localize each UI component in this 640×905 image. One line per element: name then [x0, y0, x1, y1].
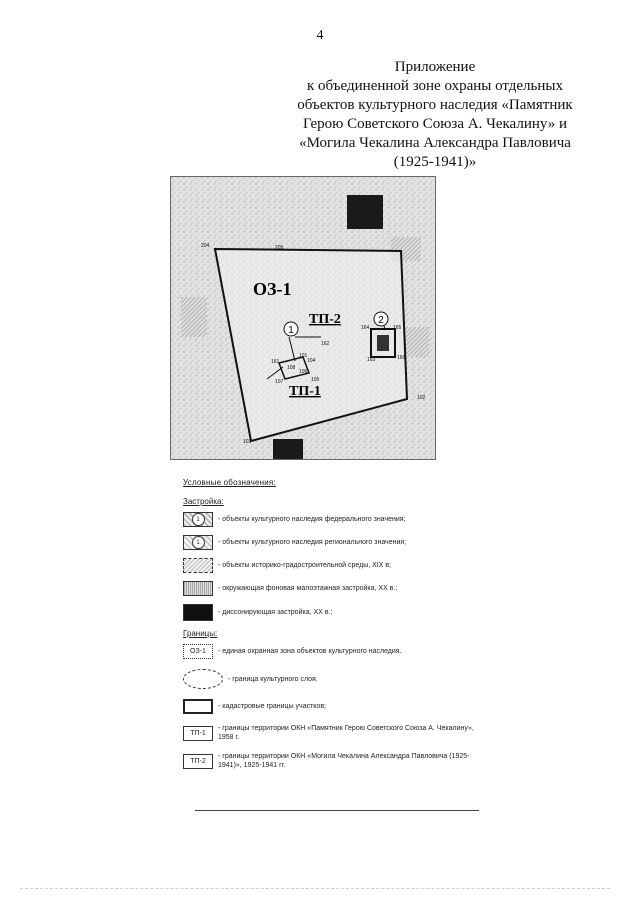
tp2-swatch: ТП-2 — [183, 754, 213, 769]
point-label: 161 — [271, 359, 280, 365]
cultural-layer-swatch — [183, 669, 223, 689]
dissonant-buildings-swatch — [183, 604, 213, 621]
appendix-line: Герою Советского Союза А. Чекалину» и — [302, 116, 568, 132]
marker-1-label: 1 — [288, 325, 294, 336]
tp1-swatch: ТП-1 — [183, 726, 213, 741]
marker-circle-icon: 1 — [192, 513, 205, 526]
background-building — [403, 327, 429, 357]
point-label: 205 — [275, 245, 284, 251]
legend-row-background — [183, 581, 483, 596]
dissonant-building — [273, 439, 303, 459]
legend-section-borders: Границы: — [183, 629, 218, 638]
point-label: 102 — [417, 395, 426, 401]
point-label: 104 — [307, 358, 316, 364]
appendix-header — [270, 58, 600, 172]
historic-environment-swatch — [183, 558, 213, 573]
legend-text: - объекты историко-градостроительной среды, XIX в; — [218, 562, 392, 569]
appendix-line: (1925-1941)» — [393, 154, 477, 170]
legend-text: - окружающая фоновая малоэтажная застройка, XX в.; — [218, 585, 398, 592]
legend-text: - кадастровые границы участков; — [218, 703, 326, 710]
legend-row-cadastral — [183, 699, 483, 714]
tp1-label: ТП-1 — [289, 384, 321, 399]
point-label: 103 — [243, 439, 252, 445]
point-label: 162 — [321, 341, 330, 347]
zone-label: ОЗ-1 — [253, 279, 292, 299]
legend-text: - границы территории ОКН «Могила Чекалина Александра Павловича (1925-1941)», 1925-1941 гг. — [218, 753, 470, 769]
tp2-label: ТП-2 — [309, 312, 341, 327]
point-label: 101 — [299, 353, 308, 359]
dissonant-building — [347, 195, 383, 229]
legend-heading: Условные обозначения: — [183, 478, 276, 487]
point-label: 165 — [393, 325, 402, 331]
background-building — [181, 297, 207, 337]
point-label: 164 — [361, 325, 370, 331]
legend-row-tp2 — [183, 752, 483, 770]
legend — [183, 478, 483, 780]
appendix-line: Приложение — [394, 59, 476, 75]
appendix-line: «Могила Чекалина Александра Павловича — [299, 135, 571, 151]
legend-row-dissonant — [183, 604, 483, 621]
marker-2-label: 2 — [378, 315, 384, 326]
federal-heritage-swatch — [183, 512, 213, 527]
point-label: 106 — [299, 369, 308, 375]
legend-text: - граница культурного слоя. — [228, 675, 318, 683]
background-buildings-swatch — [183, 581, 213, 596]
legend-text: - границы территории ОКН «Памятник Герою Советского Союза А. Чекалину», 1958 г. — [218, 725, 474, 741]
legend-row-historic — [183, 558, 483, 573]
footer-divider — [195, 810, 479, 811]
cadastral-swatch — [183, 699, 213, 714]
regional-heritage-swatch — [183, 535, 213, 550]
point-label: 166 — [397, 355, 406, 361]
point-label: 163 — [367, 357, 376, 363]
legend-row-cultural-layer — [183, 669, 483, 689]
marker-circle-icon: 1 — [192, 536, 205, 549]
legend-section-buildings: Застройка: — [183, 497, 224, 506]
legend-text: - диссонирующая застройка, XX в.; — [218, 609, 333, 616]
legend-text: - объекты культурного наследия федерального значения; — [218, 516, 406, 523]
zone-map — [170, 176, 436, 460]
legend-row-regional — [183, 535, 483, 550]
legend-row-oz — [183, 644, 483, 659]
point-label: 204 — [201, 243, 210, 249]
oz-zone-swatch: ОЗ-1 — [183, 644, 213, 659]
legend-text: - единая охранная зона объектов культурного наследия. — [218, 648, 402, 655]
legend-row-tp1 — [183, 724, 483, 742]
appendix-line: объектов культурного наследия «Памятник — [297, 97, 573, 113]
point-label: 108 — [287, 365, 296, 371]
scan-edge-marks — [20, 888, 610, 895]
appendix-line: к объединенной зоне охраны отдельных — [307, 78, 563, 94]
tp2-object — [377, 335, 389, 351]
legend-text: - объекты культурного наследия регионального значения; — [218, 539, 407, 546]
point-label: 107 — [275, 379, 284, 385]
point-label: 105 — [311, 377, 320, 383]
legend-row-federal — [183, 512, 483, 527]
page-number: 4 — [316, 28, 324, 43]
